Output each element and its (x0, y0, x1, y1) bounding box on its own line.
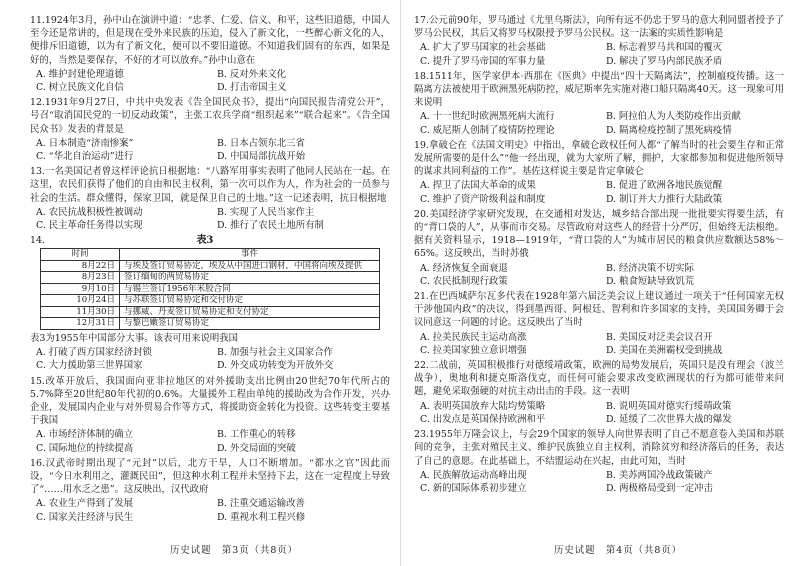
question-stem: 1924年3月，孙中山在演讲中道：“忠孝、仁爱、信义、和平，这些旧道德，中国人至今还是常讲的，但是现在受外来民族的压迫，侵入了新文化，一些醉心新文化的人，便排斥旧道德，以为有了新文化，便可以不要旧道德。不知道我们固有的东西，如果是好的，当然是要保存，不好的才可以放弃。”孙中山意在 (30, 15, 390, 66)
options (414, 331, 784, 357)
page-footer: 历史试题 第3页（共8页） (170, 545, 299, 556)
question-number: 21. (414, 291, 429, 303)
question-number: 11. (30, 15, 45, 26)
option-c[interactable]: C. 提升了罗马帝国的军事力量 (420, 55, 546, 67)
option-a[interactable]: A. 十一世纪时欧洲黑死病大流行 (420, 111, 555, 123)
option-c[interactable]: C. “华北自治运动”进行 (36, 151, 134, 163)
option-a[interactable]: A. 打破了西方国家经济封锁 (36, 347, 152, 359)
question-15 (30, 375, 390, 455)
option-d[interactable]: D. 外交局面的突破 (217, 442, 296, 454)
cell-date: 8月23日 (41, 272, 120, 284)
options (30, 137, 390, 163)
options (30, 68, 390, 94)
question-14 (30, 234, 390, 372)
question-21 (414, 290, 784, 357)
cell-event: 与挪威、丹麦签订贸易协定和支付协定 (120, 306, 380, 318)
question-stem: 表3为1955年中国部分大事。该表可用来说明我国 (30, 332, 238, 344)
option-c[interactable]: C. 国际地位的持续提高 (36, 442, 134, 454)
question-number: 15. (30, 375, 45, 387)
option-d[interactable]: D. 推行了农民土地所有制 (217, 220, 324, 232)
option-d[interactable]: D. 制订并大力推行大陆政策 (606, 193, 723, 205)
question-number: 16. (30, 457, 45, 469)
options (30, 206, 390, 232)
table-row (41, 295, 380, 307)
option-c[interactable]: C. 民主革命任务得以实现 (36, 220, 143, 232)
question-stem: 二战前，英国积极推行对德绥靖政策，欧洲的局势发展后，英国只是没有理会（波兰战争），奥地利和捷克斯洛伐克，而任何可能会要求改变欧洲现状的行为都可能带来问题，避免采取强硬的对抗主动出击的手段。这一表明 (414, 360, 784, 398)
option-d[interactable]: D. 美国在美洲霸权受到挑战 (606, 344, 723, 356)
option-c[interactable]: C. 出发点是英国保持欧洲和平 (420, 413, 546, 425)
option-c[interactable]: C. 大力援助第三世界国家 (36, 360, 143, 372)
table-3 (40, 248, 380, 330)
cell-event: 与锡兰签订1956年米胶合同 (120, 283, 380, 295)
cell-date: 8月22日 (41, 260, 120, 272)
question-number: 19. (414, 139, 429, 151)
option-b[interactable]: B. 日本占领东北三省 (217, 137, 305, 149)
option-b[interactable]: B. 实现了人民当家作主 (217, 206, 315, 218)
option-c[interactable]: C. 新的国际体系初步建立 (420, 482, 527, 494)
header-time: 时间 (41, 249, 120, 261)
option-c[interactable]: C. 维护了资产阶级利益和制度 (420, 193, 546, 205)
question-number: 13. (30, 166, 45, 178)
question-stem: 拿破仑在《法国文明史》中指出，拿破仑政权任何人都“了解当时的社会要生存和正常发展所需要的是什么”“他一经出现，就为大家所了解，拥护，大家都参加和促进他所领导的谋求共同利益的工作”。基佐这样说主要是肯定拿破仑 (414, 139, 784, 178)
cell-date: 12月31日 (41, 318, 120, 330)
cell-date: 9月10日 (41, 283, 120, 295)
option-d[interactable]: D. 解决了罗马内部民族矛盾 (606, 55, 723, 67)
option-a[interactable]: A. 民族解放运动高峰出现 (420, 469, 527, 481)
option-b[interactable]: B. 美国反对泛美会议召开 (606, 331, 713, 343)
option-b[interactable]: B. 加强与社会主义国家合作 (217, 347, 333, 359)
options (414, 400, 784, 426)
options (414, 262, 784, 288)
option-a[interactable]: A. 拉美民族民主运动高涨 (420, 331, 527, 343)
option-b[interactable]: B. 美苏两国冷战政策破产 (606, 469, 713, 481)
options (414, 469, 784, 495)
option-c[interactable]: C. 农民抵制现行政策 (420, 275, 508, 287)
question-17 (414, 14, 784, 68)
cell-event: 签订缅甸的两贸易协定 (120, 272, 380, 284)
option-d[interactable]: D. 中国局部抗战开始 (217, 151, 306, 163)
question-number: 14. (30, 235, 45, 247)
options (30, 428, 390, 454)
question-stem: 汉武帝时期出现了“元封”以后，北方干旱，人口不断增加。“都水之官”因此而设，“今日水利用之，灌溉民田”，但这种水利工程并未坚持下去，这在一定程度上导致了“……用水乏之患”。这反映出，汉代政府 (30, 457, 390, 496)
option-d[interactable]: D. 重视水利工程兴修 (217, 511, 306, 523)
option-d[interactable]: D. 两极格局受到一定冲击 (606, 482, 713, 494)
question-stem: 在巴西城萨尔瓦多代表在1928年第六届泛美会议上建议通过一项关于“任何国家无权干涉他国内政”的决议，得到墨西哥、阿根廷、智利和许多国家的支持，美国国务卿于会议同意这一问题的讨论。这反映出了当时 (414, 291, 784, 329)
option-a[interactable]: A. 农业生产得到了发展 (36, 498, 134, 510)
options (414, 41, 784, 67)
question-stem: 美国经济学家研究发现，在交通相对发达，城乡结合部出现一批批要实得要生活，有的“背口袋的人”，从事而市交易。尽管政府对这些人的经营十分严厉，但始终无法根绝。据有关资料显示，1918—1919年，“背口袋的人”为城市居民的粮食供应数额达58%～65%。这反映出，当时苏俄 (414, 208, 784, 260)
page-4 (404, 0, 800, 566)
question-stem: 1511年，医学家伊本·西那在《医典》中提出“四十天隔离法”，控制瘟疫传播。这一隔离方法被使用于欧洲黑死病防控，威尼斯率先实施对港口船只隔离40天。这一现象可用来说明 (414, 70, 784, 109)
option-c[interactable]: C. 树立民族文化自信 (36, 82, 124, 94)
option-b[interactable]: B. 阿拉伯人为人类防疫作出贡献 (606, 111, 741, 123)
option-b[interactable]: B. 经济决策不切实际 (606, 262, 694, 274)
option-a[interactable]: A. 日本制造“济南惨案” (36, 137, 134, 149)
options (30, 346, 390, 372)
question-stem: 1955年万隆会议上，与会29个国家的领导人向世界表明了自己不愿意卷入美国和苏联间的竞争，主张对殖民主义、维护民族独立自主权利，消除贫穷和经济落后的任务，表达了自己的意愿。在此基础上，不结盟运动在兴起，由此可知，当时 (414, 429, 784, 467)
question-number: 22. (414, 360, 429, 372)
cell-date: 11月30日 (41, 306, 120, 318)
question-number: 12. (30, 97, 45, 109)
option-a[interactable]: A. 市场经济体制的确立 (36, 429, 134, 441)
option-b[interactable]: B. 标志着罗马共和国的覆灭 (606, 42, 722, 54)
question-stem: 1931年9月27日，中共中央发表《告全国民众书》，提出“向国民报告清党公开”，号召“取消国民党的一切反动政策”，主张工农兵学商“组织起来”“联合起来”。《告全国民众书》发表的背景是 (30, 97, 390, 135)
page-gutter (400, 0, 401, 566)
question-number: 18. (414, 70, 429, 82)
option-a[interactable]: A. 经济恢复全面衰退 (420, 262, 508, 274)
table-row (41, 260, 380, 272)
cell-date: 10月24日 (41, 295, 120, 307)
table-row (41, 272, 380, 284)
cell-event: 与黎巴嫩签订贸易协定 (120, 318, 380, 330)
option-d[interactable]: D. 延缓了二次世界大战的爆发 (606, 413, 732, 425)
cell-event: 与苏联签订贸易协定和交付协定 (120, 295, 380, 307)
option-b[interactable]: B. 促进了欧洲各地民族觉醒 (606, 180, 722, 192)
option-c[interactable]: C. 威尼斯人创制了疫情防控理论 (420, 124, 555, 136)
option-b[interactable]: B. 反对外来文化 (217, 68, 287, 80)
header-event: 事件 (120, 249, 380, 261)
option-d[interactable]: D. 隔离检疫控制了黑死病疫情 (606, 124, 732, 136)
cell-event: 与埃及签订贸易协定，埃及从中国进口钢材，中国将向埃及提供 (120, 260, 380, 272)
option-c[interactable]: C. 拉美国家独立意识增强 (420, 344, 527, 356)
option-c[interactable]: C. 国家关注经济与民生 (36, 511, 134, 523)
option-a[interactable]: A. 农民抗战积极性被调动 (36, 206, 143, 218)
question-22 (414, 359, 784, 426)
question-stem: 改革开放后，我国面向亚非拉地区的对外援助支出比例由20世纪70年代所占的5.7%降至20世纪80年代初的0.6%。大量援外工程由单纯的援助改为合作开发，兴办企业，发展国内企业与对外贸易合作等方式，将援助资金转化为投资。这些转变主要基于我国 (30, 375, 390, 427)
option-b[interactable]: B. 说明英国对德实行绥靖政策 (606, 400, 732, 412)
option-a[interactable]: A. 扩大了罗马国家的社会基础 (420, 42, 546, 54)
table-title: 表3 (196, 235, 214, 247)
option-a[interactable]: A. 表明英国放弃大陆均势策略 (420, 400, 546, 412)
question-number: 23. (414, 429, 429, 441)
question-13 (30, 165, 390, 232)
question-12 (30, 96, 390, 163)
question-11 (30, 14, 390, 94)
table-header-row (41, 249, 380, 261)
question-19 (414, 139, 784, 206)
question-23 (414, 428, 784, 495)
option-d[interactable]: D. 外交成功转变为开放外交 (217, 360, 334, 372)
options (414, 110, 784, 136)
question-20 (414, 208, 784, 288)
option-a[interactable]: A. 维护封建伦理道德 (36, 68, 124, 80)
question-stem: 公元前90年，罗马通过《尤里乌斯法》，向所有远不仍忠于罗马的意大利同盟者授予了罗马公民权，其后又将罗马权限授予罗马公民权。这一法案的实质性影响是 (414, 15, 784, 40)
options (30, 497, 390, 523)
option-d[interactable]: D. 粮食短缺导致饥荒 (606, 275, 695, 287)
option-b[interactable]: B. 注重交通运输改善 (217, 498, 305, 510)
question-16 (30, 457, 390, 524)
question-18 (414, 70, 784, 137)
page-footer: 历史试题 第4页（共8页） (554, 545, 683, 556)
question-stem: 一名美国记者曾这样评论抗日根据地：“八路军用事实表明了他同人民站在一起。在这里，农民们获得了他们的自由和民主权利，第一次可以作为人，作为社会的一员参与社会的生活。群众懂得，保家卫国，就是保卫自己的土地。”这一记述表明，抗日根据地 (30, 166, 390, 204)
option-a[interactable]: A. 捍卫了法国大革命的成果 (420, 180, 536, 192)
question-number: 20. (414, 208, 429, 220)
table-row (41, 318, 380, 330)
question-number: 17. (414, 15, 429, 26)
option-b[interactable]: B. 工作重心的转移 (217, 429, 296, 441)
options (414, 179, 784, 205)
table-row (41, 306, 380, 318)
option-d[interactable]: D. 打击帝国主义 (217, 82, 287, 94)
table-row (41, 283, 380, 295)
